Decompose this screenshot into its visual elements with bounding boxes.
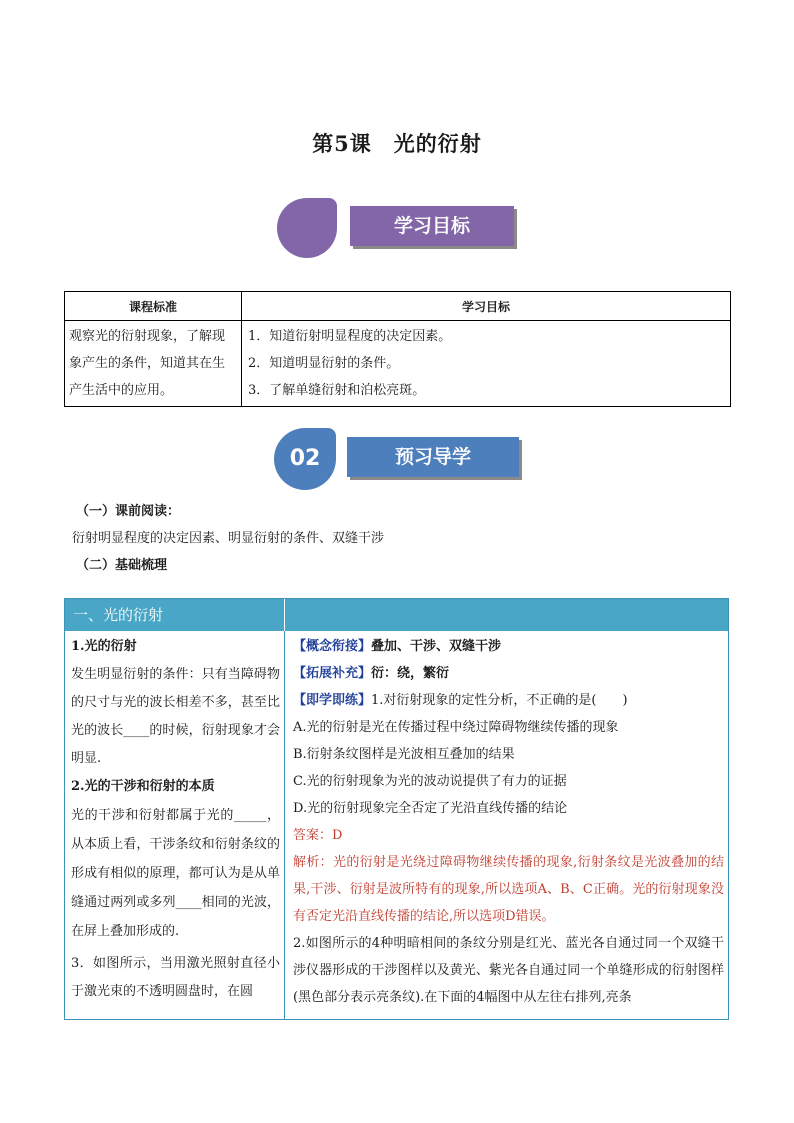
concept-link-text: 叠加、干涉、双缝干涉 (371, 639, 502, 654)
reading-text: 衍射明显程度的决定因素、明显衍射的条件、双缝干涉 (72, 531, 385, 546)
reading-heading: （一）课前阅读： (76, 504, 181, 519)
note-text: 3．如图所示，当用激光照射直径小于激光束的不透明圆盘时，在圆 (71, 956, 280, 999)
banner-label: 学习目标 (393, 215, 470, 237)
goal-item: 1．知道衍射明显程度的决定因素。 (248, 329, 452, 344)
concept-link-tag: 【概念衔接】 (293, 639, 372, 654)
question-1: 1.对衍射现象的定性分析，不正确的是( ) (371, 693, 628, 708)
goal-item: 3．了解单缝衍射和泊松亮斑。 (248, 383, 426, 398)
note-title: 1.光的衍射 (71, 639, 137, 654)
diffraction-table (64, 598, 729, 1020)
option-a: A.光的衍射是光在传播过程中绕过障碍物继续传播的现象 (293, 720, 619, 735)
extension-tag: 【拓展补充】 (293, 666, 372, 681)
practice-column (285, 631, 728, 1019)
table-header (65, 599, 728, 631)
notes-column (65, 631, 285, 1019)
section-badge-circle (274, 428, 336, 490)
table-header-title: 一、光的衍射 (65, 599, 285, 631)
practice-tag: 【即学即练】 (293, 693, 372, 708)
note-text: 光的干涉和衍射都属于光的_____，从本质上看，干涉条纹和衍射条纹的形成有相似的原理，都可认为是从单缝通过两列或多列____相同的光波，在屏上叠加形成的. (71, 808, 280, 939)
extension-text: 衍：绕，繁衍 (371, 666, 450, 681)
banner-number: 02 (289, 446, 321, 471)
course-standard: 观察光的衍射现象，了解现象产生的条件，知道其在生产生活中的应用。 (65, 321, 242, 407)
note-title: 2.光的干涉和衍射的本质 (71, 779, 215, 794)
option-b: B.衍射条纹图样是光波相互叠加的结果 (293, 747, 515, 762)
goal-item: 2．知道明显衍射的条件。 (248, 356, 400, 371)
option-c: C.光的衍射现象为光的波动说提供了有力的证据 (293, 774, 567, 789)
banner-label: 预习导学 (394, 446, 471, 468)
table-header-goals: 学习目标 (242, 292, 731, 321)
section-banner-objectives (350, 206, 514, 246)
objectives-table (64, 291, 731, 407)
concept-link-row (293, 633, 724, 660)
option-d: D.光的衍射现象完全否定了光沿直线传播的结论 (293, 801, 568, 816)
extension-row (293, 660, 724, 687)
page-title: 第5课 光的衍射 (312, 131, 482, 156)
basics-heading: （二）基础梳理 (76, 558, 168, 573)
practice-row (293, 687, 724, 714)
answer: 答案：D (293, 828, 343, 843)
analysis: 解析：光的衍射是光绕过障碍物继续传播的现象,衍射条纹是光波叠加的结果,干涉、衍射是波所特有的现象,所以选项A、B、C正确。光的衍射现象没有否定光沿直线传播的结论,所以选项D错误。 (293, 855, 724, 924)
section-banner-preview (347, 437, 519, 477)
question-2: 2.如图所示的4种明暗相间的条纹分别是红光、蓝光各自通过同一个双缝干涉仪器形成的干涉图样以及黄光、紫光各自通过同一个单缝形成的衍射图样(黑色部分表示亮条纹).在下面的4幅图中从左往右排列,亮条 (293, 936, 724, 1005)
table-header-standard: 课程标准 (65, 292, 242, 321)
note-text: 发生明显衍射的条件：只有当障碍物的尺寸与光的波长相差不多，甚至比光的波长____的时候，衍射现象才会明显. (71, 667, 280, 766)
section-badge-circle (277, 198, 337, 258)
goals-list (242, 321, 731, 407)
